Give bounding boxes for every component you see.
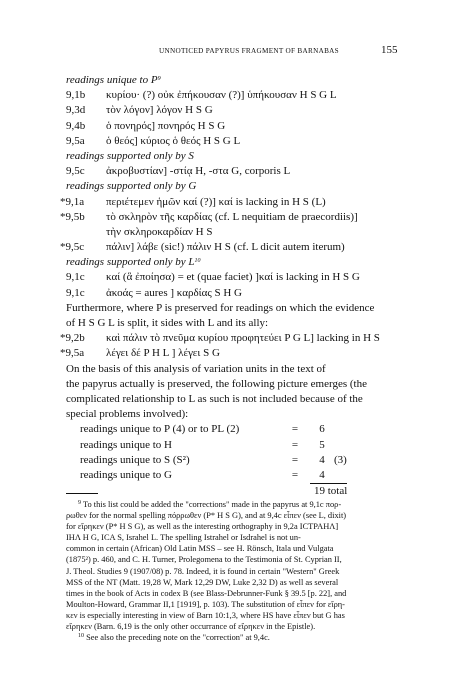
footnote-line: (1875²) p. 460, and C. H. Turner, Prolegomena to the Testimonia of St. Cyprian II, — [66, 555, 342, 565]
footnote-line — [66, 499, 406, 510]
reading-text: καὶ πάλιν τὸ πνεῦμα κυρίου προφητεύει P G L] lacking in H S — [106, 332, 380, 345]
paragraph-line: of H S G L is split, it sides with L and its ally: — [66, 317, 269, 329]
footnote-text: To this list could be added the "corrections" made in the papyrus at 9,1c πορ- — [82, 500, 342, 509]
paragraph-line: On the basis of this analysis of variation units in the text of — [66, 362, 326, 375]
tally-value: 4 — [319, 453, 325, 466]
tally-equals: = — [291, 468, 299, 481]
paragraph-line: the papyrus actually is preserved, the following picture emerges (the — [66, 377, 367, 390]
footnote-line: Moulton-Howard, Grammar II,1 [1919], p. 103). The substitution of εἶπεν for εἴρη- — [66, 599, 345, 609]
reading-ref: 9,1c — [66, 286, 85, 299]
reading-row — [66, 134, 406, 149]
tally-equals: = — [291, 453, 299, 466]
tally-label: readings unique to S (S²) — [80, 453, 190, 466]
reading-row — [60, 210, 406, 225]
reading-ref: *9,5a — [60, 347, 85, 360]
reading-ref: *9,1a — [60, 195, 85, 208]
tally-value: 5 — [319, 438, 325, 451]
tally-row — [66, 468, 406, 483]
reading-ref: *9,5c — [60, 241, 85, 254]
reading-ref: 9,4b — [66, 119, 86, 132]
footnote-mark: 9 — [78, 500, 81, 506]
reading-text: ὁ πονηρός] πονηρός H S G — [106, 119, 226, 132]
reading-row — [66, 103, 406, 118]
tally-label: readings unique to H — [80, 438, 172, 451]
footnote-mark: 10 — [78, 633, 84, 640]
footnote-line: MSS of the NT (Matt. 19,28 W, Mark 12,29 DW, Luke 2,32 D) as well as several — [66, 577, 339, 587]
main-text — [60, 73, 406, 498]
reading-text: ὁ θεός] κύριος ὁ θεός H S G L — [106, 134, 241, 147]
paragraph-line: complicated relationship to L as such is not included because of the — [66, 392, 363, 405]
readings-p-list — [66, 88, 406, 149]
reading-text: ἀκροβυστίαν] -στίᾳ H, -στα G, corporis L — [106, 165, 291, 178]
reading-row — [66, 164, 406, 179]
reading-ref: 9,1c — [66, 271, 85, 284]
tally-extra: (3) — [334, 453, 347, 466]
reading-continuation: τὴν σκληροκαρδίαν H S — [106, 225, 213, 238]
reading-text: τὸ σκληρὸν τῆς καρδίας (cf. L nequitiam de praecordiis)] — [106, 210, 358, 223]
tally-total: 19 total — [310, 483, 347, 498]
footnotes — [66, 499, 406, 643]
footnote-9 — [66, 499, 406, 632]
reading-text: καί (ἃ ἐποίησα) = et (quae faciet) ]καί is lacking in H S G — [106, 271, 360, 284]
heading-unique-p: readings unique to $P^9$ — [66, 74, 161, 86]
readings-g-list — [60, 195, 406, 256]
reading-text: τὸν λόγον] λόγον H S G — [106, 104, 213, 117]
tally-value: 4 — [319, 468, 325, 481]
reading-text: λέγει δέ P H L ] λέγει S G — [106, 347, 220, 360]
reading-ref: 9,5c — [66, 165, 85, 178]
footnote-line: times in the book of Acts in codex B (see Blass-Debrunner-Funk § 39.5 [p. 22], and — [66, 588, 347, 598]
heading-supported-s: readings supported only by S — [66, 149, 194, 162]
tally-value: 6 — [319, 423, 325, 436]
footnote-text: See also the preceding note on the "correction" at 9,4c. — [86, 633, 270, 643]
footnote-line: for εἴρηκεν (P* H S G), as well as the interesting orthography in 9,2a ΙCΤΡΑΗΛ] — [66, 522, 339, 532]
reading-row — [60, 331, 406, 346]
tally-extra — [334, 468, 364, 483]
tally-equals: = — [291, 423, 299, 436]
readings-split-list — [60, 331, 406, 361]
footnote-line — [66, 632, 406, 643]
reading-row — [66, 119, 406, 134]
reading-text: κυρίου· (?) οὐκ ἐπήκουσαν (?)] ὑπήκουσαν H S G L — [106, 89, 337, 102]
tally-table — [66, 422, 406, 483]
tally-label: readings unique to G — [80, 468, 172, 481]
readings-s-list — [66, 164, 406, 179]
reading-ref: 9,3d — [66, 104, 86, 117]
tally-total-row — [66, 483, 406, 498]
reading-row — [66, 270, 406, 285]
paragraph-line: Furthermore, where P is preserved for readings on which the evidence — [66, 301, 375, 314]
reading-text: περιέτεμεν ἡμῶν καί (?)] καί is lacking in H S (L) — [106, 195, 326, 208]
reading-ref: 9,5a — [66, 134, 85, 147]
reading-row — [60, 346, 406, 361]
paragraph-line: special problems involved): — [66, 408, 189, 421]
reading-row — [60, 195, 406, 210]
footnote-line: ρωθεν for the normal spelling πόρρωθεν (P* H S G), and at 9,4c εἶπεν (see L, dixit) — [66, 511, 347, 521]
heading-supported-g: readings supported only by G — [66, 180, 197, 193]
tally-row — [66, 422, 406, 437]
footnote-line: εἴρηκεν (Barn. 6,19 is the only other occurrance of εἴρηκεν in the Epistle). — [66, 622, 316, 632]
reading-text: πάλιν] λάβε (sic!) πάλιν H S (cf. L dicit autem iterum) — [106, 241, 345, 254]
footnote-line: J. Theol. Studies 9 (1907/08) p. 78. Indeed, it is found in certain "Western" Greek — [66, 566, 340, 576]
footnote-10 — [66, 632, 406, 643]
readings-l-list — [66, 270, 406, 300]
tally-row — [66, 438, 406, 453]
reading-ref: *9,2b — [60, 332, 85, 345]
tally-equals: = — [291, 438, 299, 451]
footnote-rule — [66, 493, 98, 494]
running-head: UNNOTICED PAPYRUS FRAGMENT OF BARNABAS — [159, 47, 339, 55]
reading-ref: 9,1b — [66, 89, 86, 102]
page-number: 155 — [381, 44, 398, 56]
tally-extra — [334, 422, 364, 437]
heading-supported-l: readings supported only by $L^{10}$ — [66, 256, 201, 269]
reading-row — [66, 286, 406, 301]
footnote-line: ΙΗΛ H G, ΙCΑ S, Israhel L. The spelling Istrahel or Isdrahel is not un- — [66, 533, 301, 543]
reading-ref: *9,5b — [60, 210, 85, 223]
reading-text: ἀκοάς = aures ] καρδίας S H G — [106, 286, 242, 299]
reading-row — [66, 88, 406, 103]
reading-row — [60, 240, 406, 255]
tally-row — [66, 453, 406, 468]
footnote-line: κεν is especially interesting in view of Barn 10:1,3, where HS have εἶπεν but G has — [66, 610, 345, 620]
footnote-line: common in certain (African) Old Latin MSS – see H. Rönsch, Itala und Vulgata — [66, 544, 334, 554]
tally-extra — [334, 438, 364, 453]
tally-label: readings unique to P (4) or to PL (2) — [80, 423, 240, 436]
